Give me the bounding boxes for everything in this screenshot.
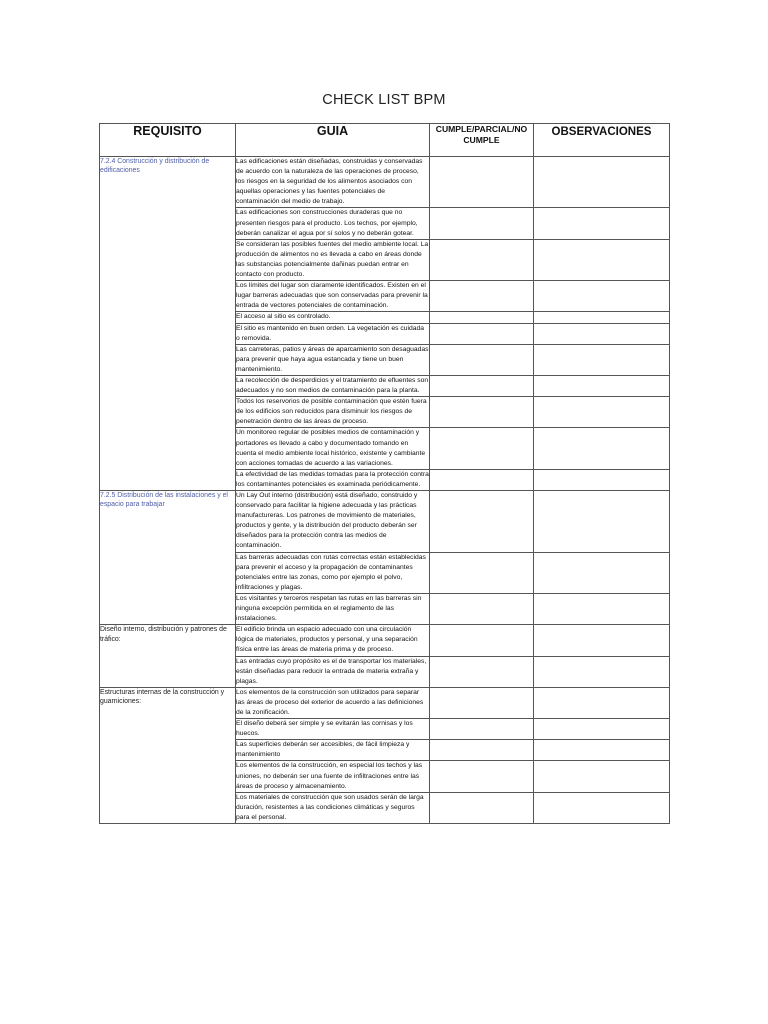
guia-cell: Se consideran las posibles fuentes del medio ambiente local. La producción de alimentos no es llevada a cabo en áreas donde las substancias potencialmente dañinas puedan entrar en contacto con producto. bbox=[236, 239, 430, 280]
cumple-cell[interactable] bbox=[430, 792, 534, 823]
checklist-table bbox=[99, 123, 670, 824]
guia-cell: Todos los reservorios de posible contaminación que estén fuera de los edificios son reducidos para disminuir los riesgos de penetración dentro de las áreas de proceso. bbox=[236, 397, 430, 428]
guia-cell: El acceso al sitio es controlado. bbox=[236, 312, 430, 323]
cumple-cell[interactable] bbox=[430, 157, 534, 208]
observaciones-cell[interactable] bbox=[534, 157, 670, 208]
guia-cell: Un Lay Out interno (distribución) está diseñado, construido y conservado para facilitar la higiene adecuada y las prácticas manufactureras. Los patrones de movimiento de materiales, productos y gente, y la distribución del producto deberán ser diseñados para la protección contra las medios de contaminación. bbox=[236, 491, 430, 553]
guia-cell: Los límites del lugar son claramente identificados. Existen en el lugar barreras adecuadas que son conservadas para prevenir la entrada de vectores potenciales de contaminación. bbox=[236, 281, 430, 312]
cumple-cell[interactable] bbox=[430, 593, 534, 624]
observaciones-cell[interactable] bbox=[534, 312, 670, 323]
cumple-cell[interactable] bbox=[430, 312, 534, 323]
cumple-cell[interactable] bbox=[430, 323, 534, 344]
guia-cell: Los elementos de la construcción, en especial los techos y las uniones, no deberán ser una fuente de infiltraciones entre las áreas de proceso y almacenamiento. bbox=[236, 761, 430, 792]
requisito-cell: 7.2.5 Distribución de las instalaciones y el espacio para trabajar bbox=[100, 491, 236, 625]
observaciones-cell[interactable] bbox=[534, 281, 670, 312]
cumple-cell[interactable] bbox=[430, 375, 534, 396]
header-cumple: CUMPLE/PARCIAL/NO CUMPLE bbox=[430, 124, 534, 157]
guia-cell: Las superficies deberán ser accesibles, de fácil limpieza y mantenimiento bbox=[236, 740, 430, 761]
observaciones-cell[interactable] bbox=[534, 761, 670, 792]
observaciones-cell[interactable] bbox=[534, 552, 670, 593]
cumple-cell[interactable] bbox=[430, 491, 534, 553]
cumple-cell[interactable] bbox=[430, 208, 534, 239]
cumple-cell[interactable] bbox=[430, 397, 534, 428]
observaciones-cell[interactable] bbox=[534, 344, 670, 375]
table-row bbox=[100, 491, 670, 553]
guia-cell: Los visitantes y terceros respetan las rutas en las barreras sin ninguna excepción permitida en el reglamento de las instalaciones. bbox=[236, 593, 430, 624]
cumple-cell[interactable] bbox=[430, 740, 534, 761]
requisito-cell: Estructuras internas de la construcción y guarniciones: bbox=[100, 687, 236, 823]
header-observaciones: OBSERVACIONES bbox=[534, 124, 670, 157]
header-requisito: REQUISITO bbox=[100, 124, 236, 157]
observaciones-cell[interactable] bbox=[534, 323, 670, 344]
observaciones-cell[interactable] bbox=[534, 792, 670, 823]
observaciones-cell[interactable] bbox=[534, 593, 670, 624]
cumple-cell[interactable] bbox=[430, 687, 534, 718]
observaciones-cell[interactable] bbox=[534, 656, 670, 687]
guia-cell: Las carreteras, patios y áreas de aparcamiento son desaguadas para prevenir que haya agua estancada y tiene un buen mantenimiento. bbox=[236, 344, 430, 375]
observaciones-cell[interactable] bbox=[534, 625, 670, 656]
observaciones-cell[interactable] bbox=[534, 397, 670, 428]
guia-cell: Las edificaciones son construcciones duraderas que no presenten riesgos para el producto. Los techos, por ejemplo, deberán canalizar el agua por sí solos y no deberán gotear. bbox=[236, 208, 430, 239]
requisito-cell: Diseño interno, distribución y patrones de tráfico: bbox=[100, 625, 236, 688]
table-row bbox=[100, 625, 670, 656]
observaciones-cell[interactable] bbox=[534, 239, 670, 280]
cumple-cell[interactable] bbox=[430, 428, 534, 469]
guia-cell: El edificio brinda un espacio adecuado con una circulación lógica de materiales, productos y personal, y una separación física entre las áreas de materia prima y de proceso. bbox=[236, 625, 430, 656]
observaciones-cell[interactable] bbox=[534, 719, 670, 740]
page-title: CHECK LIST BPM bbox=[322, 92, 446, 108]
guia-cell: La efectividad de las medidas tomadas para la protección contra los contaminantes potenciales es examinada periódicamente. bbox=[236, 469, 430, 490]
observaciones-cell[interactable] bbox=[534, 428, 670, 469]
header-guia: GUIA bbox=[236, 124, 430, 157]
guia-cell: El sitio es mantenido en buen orden. La vegetación es cuidada o removida. bbox=[236, 323, 430, 344]
cumple-cell[interactable] bbox=[430, 552, 534, 593]
guia-cell: Las edificaciones están diseñadas, construidas y conservadas de acuerdo con la naturaleza de las operaciones de proceso, los riesgos en la seguridad de los alimentos asociados con aquellas operaciones y las fuentes potenciales de contaminación del medio de trabajo. bbox=[236, 157, 430, 208]
cumple-cell[interactable] bbox=[430, 625, 534, 656]
checklist-body bbox=[100, 157, 670, 824]
observaciones-cell[interactable] bbox=[534, 208, 670, 239]
observaciones-cell[interactable] bbox=[534, 687, 670, 718]
observaciones-cell[interactable] bbox=[534, 491, 670, 553]
observaciones-cell[interactable] bbox=[534, 469, 670, 490]
cumple-cell[interactable] bbox=[430, 719, 534, 740]
cumple-cell[interactable] bbox=[430, 761, 534, 792]
guia-cell: Las entradas cuyo propósito es el de transportar los materiales, están diseñadas para reducir la entrada de materia extraña y plagas. bbox=[236, 656, 430, 687]
cumple-cell[interactable] bbox=[430, 344, 534, 375]
observaciones-cell[interactable] bbox=[534, 740, 670, 761]
guia-cell: La recolección de desperdicios y el tratamiento de efluentes son adecuados y no son medios de contaminación para la planta. bbox=[236, 375, 430, 396]
cumple-cell[interactable] bbox=[430, 239, 534, 280]
guia-cell: Un monitoreo regular de posibles medios de contaminación y portadores es llevado a cabo y documentado tomando en cuenta el medio ambiente local histórico, existente y cambiante con acciones tomadas de acuerdo a las variaciones. bbox=[236, 428, 430, 469]
cumple-cell[interactable] bbox=[430, 656, 534, 687]
table-header-row bbox=[100, 124, 670, 157]
guia-cell: Los materiales de construcción que son usados serán de larga duración, resistentes a las condiciones climáticas y seguros para el personal. bbox=[236, 792, 430, 823]
table-row bbox=[100, 157, 670, 208]
guia-cell: El diseño deberá ser simple y se evitarán las cornisas y los huecos. bbox=[236, 719, 430, 740]
guia-cell: Los elementos de la construcción son utilizados para separar las áreas de proceso del exterior de acuerdo a las definiciones de la zonificación. bbox=[236, 687, 430, 718]
guia-cell: Las barreras adecuadas con rutas correctas están establecidas para prevenir el acceso y la propagación de contaminantes potenciales entre las zonas, como por ejemplo el polvo, infiltraciones y plagas. bbox=[236, 552, 430, 593]
observaciones-cell[interactable] bbox=[534, 375, 670, 396]
cumple-cell[interactable] bbox=[430, 281, 534, 312]
requisito-cell: 7.2.4 Construcción y distribución de edificaciones bbox=[100, 157, 236, 491]
table-row bbox=[100, 687, 670, 718]
cumple-cell[interactable] bbox=[430, 469, 534, 490]
